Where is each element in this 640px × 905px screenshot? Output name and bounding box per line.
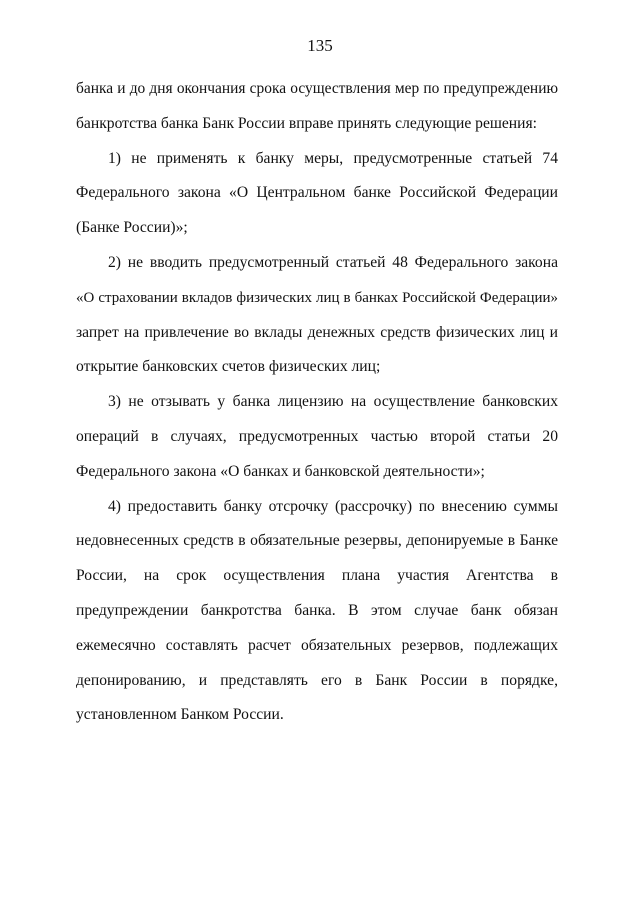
text-line: 1) не применять к банку меры, предусмотренные статьей 74 bbox=[108, 149, 558, 167]
text-line: 2) не вводить предусмотренный статьей 48 Федерального закона bbox=[108, 253, 558, 271]
text-line: ежемесячно составлять расчет обязательных резервов, подлежащих bbox=[76, 636, 558, 654]
text-line: открытие банковских счетов физических лиц; bbox=[76, 358, 381, 376]
text-line: депонированию, и представлять его в Банк России в порядке, bbox=[76, 671, 558, 689]
page-number: 135 bbox=[307, 36, 333, 55]
text-line: предупреждении банкротства банка. В этом случае банк обязан bbox=[76, 601, 558, 619]
text-line: банка и до дня окончания срока осуществления мер по предупреждению bbox=[76, 80, 558, 97]
text-line: Федерального закона «О Центральном банке Российской Федерации bbox=[76, 184, 558, 202]
text-line: «О страховании вкладов физических лиц в банках Российской Федерации» bbox=[76, 289, 558, 306]
text-line: 3) не отзывать у банка лицензию на осуществление банковских bbox=[108, 393, 558, 411]
text-line: недовнесенных средств в обязательные резервы, депонируемые в Банке bbox=[76, 532, 558, 550]
text-line: установленном Банком России. bbox=[76, 706, 284, 724]
text-line: (Банке России)»; bbox=[76, 219, 188, 237]
text-line: банкротства банка Банк России вправе принять следующие решения: bbox=[76, 114, 537, 132]
text-line: запрет на привлечение во вклады денежных средств физических лиц и bbox=[76, 323, 558, 341]
text-line: России, на срок осуществления плана участия Агентства в bbox=[76, 567, 558, 585]
text-line: Федерального закона «О банках и банковской деятельности»; bbox=[76, 462, 485, 480]
document-body bbox=[76, 72, 558, 733]
text-line: операций в случаях, предусмотренных частью второй статьи 20 bbox=[76, 427, 558, 445]
text-line: 4) предоставить банку отсрочку (рассрочку) по внесению суммы bbox=[108, 497, 558, 515]
